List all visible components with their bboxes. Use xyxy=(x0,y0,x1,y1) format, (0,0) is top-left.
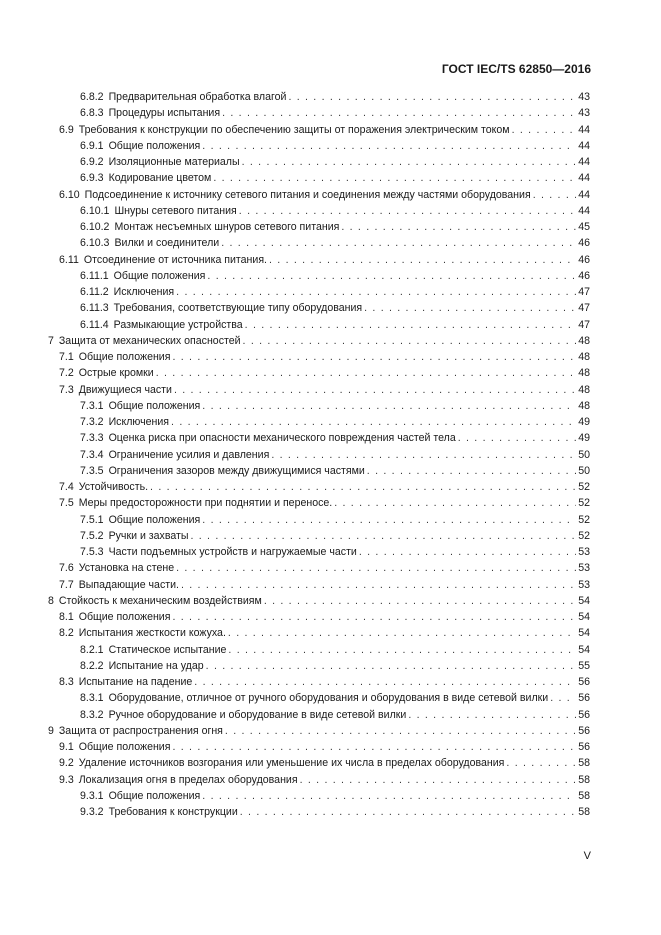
dot-leader xyxy=(228,642,576,658)
toc-entry-page: 52 xyxy=(578,529,590,542)
toc-entry-title: Общие положения xyxy=(108,139,201,152)
toc-entry[interactable] xyxy=(48,333,590,349)
toc-entry-title: Изоляционные материалы xyxy=(108,156,240,168)
toc-entry[interactable] xyxy=(48,625,590,641)
toc-entry[interactable] xyxy=(48,593,590,609)
toc-entry-page: 56 xyxy=(578,692,590,705)
toc-entry-number: 6.10.3 xyxy=(80,237,110,250)
toc-entry-number: 6.11.4 xyxy=(80,318,109,331)
toc-entry-number: 8.2 xyxy=(59,627,74,640)
toc-entry-title: Требования, соответствующие типу оборудования xyxy=(113,302,363,315)
toc-entry-title: Оборудование, отличное от ручного оборудования и оборудования в виде сетевой вилки xyxy=(108,692,549,705)
toc-entry-page: 47 xyxy=(578,318,590,331)
toc-entry[interactable] xyxy=(48,365,590,381)
toc-entry-title: Общие положения xyxy=(108,399,201,412)
toc-entry-number: 6.11.3 xyxy=(80,302,109,315)
toc-entry-number: 7.3.5 xyxy=(80,464,104,477)
toc-entry-number: 9.3.2 xyxy=(80,806,104,818)
toc-entry-title: Шнуры сетевого питания xyxy=(114,204,237,217)
dot-leader xyxy=(264,593,576,609)
toc-entry[interactable] xyxy=(48,739,590,755)
toc-entry[interactable] xyxy=(48,707,590,723)
dot-leader xyxy=(181,577,576,593)
toc-entry-number: 6.8.3 xyxy=(80,107,104,120)
dot-leader xyxy=(300,772,577,788)
dot-leader xyxy=(156,365,576,381)
toc-entry-page: 52 xyxy=(578,481,590,493)
dot-leader xyxy=(150,479,576,495)
toc-entry-page: 44 xyxy=(578,123,590,136)
toc-entry-page: 47 xyxy=(578,302,590,315)
dot-leader xyxy=(512,122,577,138)
dot-leader xyxy=(174,382,576,398)
toc-entry-number: 7.3.3 xyxy=(80,432,104,445)
toc-entry-page: 50 xyxy=(578,448,590,461)
toc-entry[interactable] xyxy=(48,154,590,170)
toc-entry-title: Процедуры испытания xyxy=(108,107,221,120)
toc-entry[interactable] xyxy=(48,544,590,560)
dot-leader xyxy=(207,268,576,284)
toc-entry-page: 46 xyxy=(578,253,590,266)
toc-entry[interactable] xyxy=(48,219,590,235)
toc-entry-page: 49 xyxy=(578,432,590,445)
toc-entry[interactable] xyxy=(48,479,590,495)
dot-leader xyxy=(269,252,576,268)
toc-entry-page: 58 xyxy=(578,806,590,818)
toc-entry-number: 6.9.2 xyxy=(80,156,104,168)
toc-entry[interactable] xyxy=(48,772,590,788)
toc-entry-page: 56 xyxy=(578,676,590,688)
toc-entry-title: Общие положения xyxy=(78,611,171,623)
toc-entry-number: 6.10.1 xyxy=(80,204,110,217)
toc-entry[interactable] xyxy=(48,755,590,771)
toc-entry[interactable] xyxy=(48,300,590,316)
toc-entry-title: Испытания жесткости кожуха. xyxy=(78,627,226,640)
toc-entry[interactable] xyxy=(48,690,590,706)
toc-entry-number: 7.3 xyxy=(59,383,74,396)
toc-entry-page: 50 xyxy=(578,464,590,477)
dot-leader xyxy=(271,447,576,463)
toc-entry-number: 6.11.1 xyxy=(80,269,109,282)
toc-entry-title: Требования к конструкции xyxy=(108,806,238,818)
dot-leader xyxy=(341,219,576,235)
toc-entry-page: 48 xyxy=(578,334,590,347)
toc-entry[interactable] xyxy=(48,463,590,479)
toc-entry[interactable] xyxy=(48,609,590,625)
dot-leader xyxy=(334,495,576,511)
toc-entry[interactable] xyxy=(48,723,590,739)
toc-entry-number: 7.3.2 xyxy=(80,416,104,428)
toc-entry-number: 6.9.1 xyxy=(80,139,104,152)
document-header: ГОСТ IEC/TS 62850—2016 xyxy=(441,62,591,76)
toc-entry[interactable] xyxy=(48,284,590,300)
toc-entry-title: Отсоединение от источника питания. xyxy=(83,253,268,266)
page-number: V xyxy=(583,850,591,862)
toc-entry-title: Меры предосторожности при поднятии и переносе. xyxy=(78,497,333,510)
toc-entry-title: Общие положения xyxy=(108,789,201,802)
toc-entry-number: 9.2 xyxy=(59,757,74,770)
toc-entry[interactable] xyxy=(48,577,590,593)
toc-entry-page: 44 xyxy=(578,172,590,185)
toc-entry[interactable] xyxy=(48,382,590,398)
toc-entry-title: Предварительная обработка влагой xyxy=(108,91,287,103)
toc-entry-page: 44 xyxy=(578,204,590,217)
dot-leader xyxy=(172,609,576,625)
toc-entry-number: 9.1 xyxy=(59,741,74,753)
toc-entry-page: 44 xyxy=(578,188,590,201)
toc-entry[interactable] xyxy=(48,349,590,365)
toc-entry-number: 7.5.3 xyxy=(80,546,104,558)
toc-entry-page: 44 xyxy=(578,156,590,168)
toc-entry-title: Выпадающие части. xyxy=(78,578,179,591)
toc-entry-title: Общие положения xyxy=(108,513,201,526)
toc-entry-number: 7.5 xyxy=(59,497,74,510)
toc-entry-number: 6.9 xyxy=(59,123,74,136)
toc-entry-number: 6.11.2 xyxy=(80,286,109,298)
toc-entry-title: Кодирование цветом xyxy=(108,172,212,185)
toc-entry-page: 52 xyxy=(578,513,590,526)
toc-entry-title: Испытание на падение xyxy=(78,676,193,688)
toc-entry-number: 6.8.2 xyxy=(80,91,104,103)
toc-entry-page: 47 xyxy=(578,286,590,298)
toc-entry-number: 9.3.1 xyxy=(80,789,104,802)
toc-entry-number: 8 xyxy=(48,594,54,607)
toc-entry-title: Локализация огня в пределах оборудования xyxy=(78,773,298,786)
dot-leader xyxy=(171,414,576,430)
toc-entry-page: 56 xyxy=(578,708,590,721)
toc-entry-page: 48 xyxy=(578,367,590,380)
toc-entry-title: Вилки и соединители xyxy=(114,237,220,250)
toc-entry-page: 43 xyxy=(578,91,590,103)
dot-leader xyxy=(202,512,576,528)
toc-entry-title: Движущиеся части xyxy=(78,383,172,396)
toc-entry-number: 9.3 xyxy=(59,773,74,786)
toc-entry-number: 7.5.1 xyxy=(80,513,104,526)
toc-entry-title: Оценка риска при опасности механического повреждения частей тела xyxy=(108,432,456,445)
toc-entry[interactable] xyxy=(48,642,590,658)
dot-leader xyxy=(228,625,576,641)
toc-entry-number: 7.6 xyxy=(59,562,74,575)
dot-leader xyxy=(176,284,576,300)
dot-leader xyxy=(533,187,577,203)
dot-leader xyxy=(359,544,576,560)
toc-entry-page: 54 xyxy=(578,611,590,623)
toc-entry-title: Устойчивость. xyxy=(78,481,149,493)
toc-entry[interactable] xyxy=(48,528,590,544)
toc-entry-page: 49 xyxy=(578,416,590,428)
dot-leader xyxy=(458,430,576,446)
toc-entry-page: 48 xyxy=(578,351,590,363)
toc-entry[interactable] xyxy=(48,674,590,690)
toc-entry-title: Монтаж несъемных шнуров сетевого питания xyxy=(114,221,340,233)
toc-entry-title: Общие положения xyxy=(78,741,171,753)
toc-entry[interactable] xyxy=(48,447,590,463)
toc-entry[interactable] xyxy=(48,268,590,284)
toc-entry-title: Требования к конструкции по обеспечению защиты от поражения электрическим током xyxy=(78,123,510,136)
dot-leader xyxy=(172,349,576,365)
toc-entry-title: Размыкающие устройства xyxy=(113,318,243,331)
toc-entry[interactable] xyxy=(48,658,590,674)
toc-entry-title: Части подъемных устройств и нагружаемые части xyxy=(108,546,357,558)
toc-entry[interactable] xyxy=(48,138,590,154)
dot-leader xyxy=(288,89,576,105)
toc-entry-title: Острые кромки xyxy=(78,367,154,380)
toc-entry[interactable] xyxy=(48,105,590,121)
toc-entry-title: Установка на стене xyxy=(78,562,175,575)
toc-entry-page: 53 xyxy=(578,562,590,575)
toc-entry-title: Удаление источников возгорания или уменьшение их числа в пределах оборудования xyxy=(78,757,505,770)
toc-entry-page: 56 xyxy=(578,724,590,737)
toc-entry[interactable] xyxy=(48,235,590,251)
toc-entry-page: 53 xyxy=(578,546,590,558)
dot-leader xyxy=(506,755,576,771)
toc-entry[interactable] xyxy=(48,430,590,446)
toc-entry-title: Ограничение усилия и давления xyxy=(108,448,270,461)
toc-entry-number: 7.7 xyxy=(59,578,74,591)
dot-leader xyxy=(194,674,576,690)
dot-leader xyxy=(242,154,577,170)
dot-leader xyxy=(206,658,577,674)
toc-entry-page: 54 xyxy=(578,643,590,656)
dot-leader xyxy=(240,804,576,820)
toc-entry-number: 7.3.4 xyxy=(80,448,104,461)
toc-entry-page: 52 xyxy=(578,497,590,510)
dot-leader xyxy=(202,398,576,414)
toc-entry-title: Испытание на удар xyxy=(108,659,204,672)
toc-entry-number: 6.11 xyxy=(59,253,79,266)
toc-entry-number: 7.2 xyxy=(59,367,74,380)
dot-leader xyxy=(245,317,577,333)
toc-entry[interactable] xyxy=(48,495,590,511)
dot-leader xyxy=(364,300,576,316)
toc-entry-page: 58 xyxy=(578,789,590,802)
toc-entry-title: Стойкость к механическим воздействиям xyxy=(58,594,262,607)
toc-entry-number: 6.9.3 xyxy=(80,172,104,185)
toc-entry-title: Статическое испытание xyxy=(108,643,227,656)
toc-entry-title: Подсоединение к источнику сетевого питания и соединения между частями оборудования xyxy=(84,188,531,201)
toc-entry[interactable] xyxy=(48,187,590,203)
toc-entry-number: 6.10 xyxy=(59,188,80,201)
toc-entry[interactable] xyxy=(48,252,590,268)
toc-entry[interactable] xyxy=(48,122,590,138)
toc-entry[interactable] xyxy=(48,512,590,528)
toc-entry-title: Ограничения зазоров между движущимися частями xyxy=(108,464,365,477)
toc-entry[interactable] xyxy=(48,203,590,219)
toc-entry-page: 46 xyxy=(578,269,590,282)
toc-entry[interactable] xyxy=(48,414,590,430)
toc-entry[interactable] xyxy=(48,560,590,576)
dot-leader xyxy=(213,170,576,186)
dot-leader xyxy=(222,105,576,121)
toc-entry[interactable] xyxy=(48,788,590,804)
toc-entry-page: 54 xyxy=(578,594,590,607)
toc-entry[interactable] xyxy=(48,804,590,820)
toc-entry-page: 58 xyxy=(578,773,590,786)
dot-leader xyxy=(239,203,576,219)
toc-entry[interactable] xyxy=(48,89,590,105)
toc-entry-page: 55 xyxy=(578,659,590,672)
toc-entry-number: 7.1 xyxy=(59,351,74,363)
toc-entry-title: Ручки и захваты xyxy=(108,529,189,542)
toc-entry-page: 53 xyxy=(578,578,590,591)
toc-entry-page: 58 xyxy=(578,757,590,770)
toc-entry-title: Исключения xyxy=(113,286,175,298)
toc-entry[interactable] xyxy=(48,398,590,414)
toc-entry-number: 7 xyxy=(48,334,54,347)
dot-leader xyxy=(202,788,576,804)
toc-entry-number: 6.10.2 xyxy=(80,221,110,233)
toc-entry-title: Защита от механических опасностей xyxy=(58,334,241,347)
toc-entry-number: 7.5.2 xyxy=(80,529,104,542)
dot-leader xyxy=(408,707,576,723)
toc-entry-title: Общие положения xyxy=(113,269,206,282)
toc-entry-number: 7.3.1 xyxy=(80,399,104,412)
dot-leader xyxy=(176,560,576,576)
toc-entry-number: 8.3.1 xyxy=(80,692,104,705)
toc-entry-number: 8.3.2 xyxy=(80,708,104,721)
toc-entry-number: 7.4 xyxy=(59,481,74,493)
toc-entry-page: 46 xyxy=(578,237,590,250)
dot-leader xyxy=(172,739,576,755)
toc-entry-number: 8.1 xyxy=(59,611,74,623)
dot-leader xyxy=(190,528,576,544)
toc-entry-page: 54 xyxy=(578,627,590,640)
table-of-contents xyxy=(48,89,590,820)
toc-entry-page: 48 xyxy=(578,383,590,396)
toc-entry-number: 8.3 xyxy=(59,676,74,688)
toc-entry-page: 45 xyxy=(578,221,590,233)
toc-entry-page: 56 xyxy=(578,741,590,753)
toc-entry-page: 43 xyxy=(578,107,590,120)
toc-entry-number: 8.2.1 xyxy=(80,643,104,656)
toc-entry-title: Общие положения xyxy=(78,351,171,363)
toc-entry-number: 8.2.2 xyxy=(80,659,104,672)
dot-leader xyxy=(202,138,576,154)
dot-leader xyxy=(243,333,577,349)
dot-leader xyxy=(367,463,576,479)
toc-entry[interactable] xyxy=(48,317,590,333)
toc-entry-title: Защита от распространения огня xyxy=(58,724,223,737)
toc-entry[interactable] xyxy=(48,170,590,186)
toc-entry-page: 48 xyxy=(578,399,590,412)
dot-leader xyxy=(550,690,576,706)
toc-entry-title: Исключения xyxy=(108,416,170,428)
toc-entry-page: 44 xyxy=(578,139,590,152)
dot-leader xyxy=(221,235,576,251)
toc-entry-number: 9 xyxy=(48,724,54,737)
toc-entry-title: Ручное оборудование и оборудование в виде сетевой вилки xyxy=(108,708,407,721)
dot-leader xyxy=(225,723,576,739)
